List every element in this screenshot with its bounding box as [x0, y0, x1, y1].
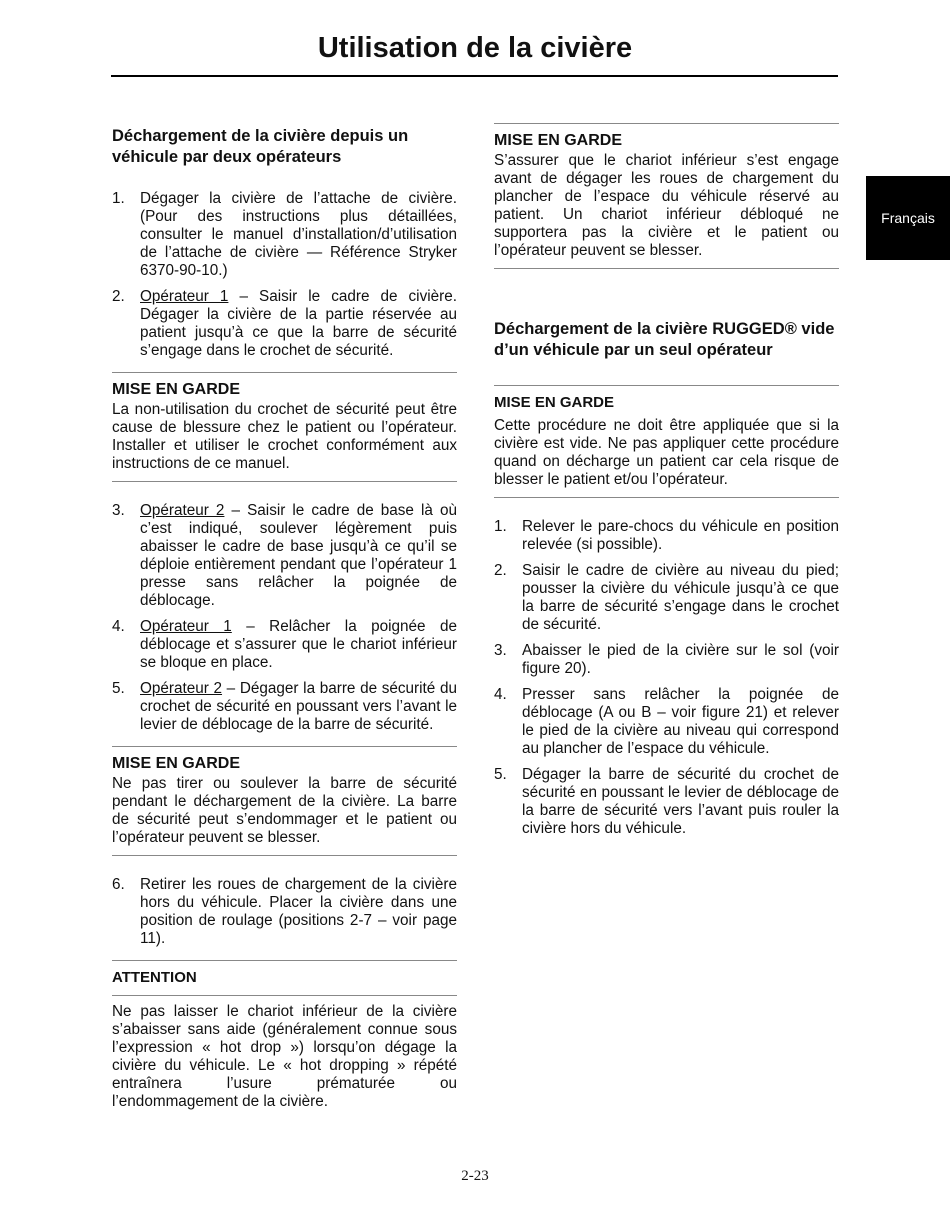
title-rule — [111, 75, 838, 77]
step-text: Dégager la barre de sécurité du crochet de sécurité en poussant le levier de déblocage de la barre de sécurité vers l’avant puis rouler la civière hors du véhicule. — [522, 766, 839, 837]
step-number: 5. — [112, 680, 125, 697]
steps-list-c — [112, 876, 457, 948]
caution-body: Ne pas tirer ou soulever la barre de sécurité pendant le déchargement de la civière. La barre de sécurité peut s’endommager et le patient ou l’opérateur peuvent se blesser. — [112, 775, 457, 846]
list-item — [494, 766, 839, 838]
step-number: 2. — [112, 288, 125, 305]
steps-list-single-operator — [494, 518, 839, 838]
step-number: 4. — [112, 618, 125, 635]
section-heading-single-operator: Déchargement de la civière RUGGED® vide d’un véhicule par un seul opérateur — [494, 320, 835, 359]
list-item — [112, 876, 457, 948]
step-text: Dégager la civière de l’attache de civière. (Pour des instructions plus détaillées, consulter le manuel d’installation/d’utilisation de l’attache de civière — Référence Stryker 6370-90-10.) — [140, 190, 457, 279]
step-number: 2. — [494, 562, 507, 579]
step-text: – Saisir le cadre de base là où c’est indiqué, soulever légèrement puis abaisser le cadre de base jusqu’à ce qu’il se déploie entièrement pendant que l’opérateur 1 presse sans relâcher la poignée de déblocage. — [140, 502, 457, 609]
list-item — [112, 680, 457, 734]
list-item — [112, 502, 457, 610]
list-item — [112, 190, 457, 280]
step-text: – Relâcher la poignée de déblocage et s’assurer que le chariot inférieur se bloque en place. — [140, 618, 457, 671]
attention-box — [112, 960, 457, 1111]
list-item — [494, 562, 839, 634]
step-number: 1. — [494, 518, 507, 535]
caution-body: S’assurer que le chariot inférieur s’est engage avant de dégager les roues de chargement du plancher de l’espace du véhicule réservé au patient. Un chariot inférieur débloqué ne supportera pas la civière et le patient ou l’opérateur peuvent se blesser. — [494, 152, 839, 259]
attention-body: Ne pas laisser le chariot inférieur de la civière s’abaisser sans aide (généralement connue sous l’expression « hot drop ») lorsqu’on dégage la civière du véhicule. Le « hot dropping » répété entraînera l’usure prématurée ou l’endommagement de la civière. — [112, 1003, 457, 1110]
page-number: 2-23 — [461, 1168, 489, 1184]
list-item — [494, 686, 839, 758]
step-text: – Dégager la barre de sécurité du crochet de sécurité en poussant vers l’avant le levier de déblocage de la barre de sécurité. — [140, 680, 457, 733]
language-tab-label: Français — [881, 210, 935, 226]
caution-box — [494, 385, 839, 498]
step-text: Relever le pare-chocs du véhicule en position relevée (si possible). — [522, 518, 839, 553]
caution-box — [112, 372, 457, 482]
language-tab — [866, 176, 950, 260]
step-number: 3. — [494, 642, 507, 659]
step-number: 1. — [112, 190, 125, 207]
caution-box — [112, 746, 457, 856]
step-text: Presser sans relâcher la poignée de déblocage (A ou B – voir figure 21) et relever le pied de la civière au niveau qui correspond au plancher de l’espace du véhicule. — [522, 686, 839, 757]
step-text: Saisir le cadre de civière au niveau du pied; pousser la civière du véhicule jusqu’à ce que la barre de sécurité s’engage dans le crochet de sécurité. — [522, 562, 839, 633]
step-text: Retirer les roues de chargement de la civière hors du véhicule. Placer la civière dans une position de roulage (positions 2-7 – voir page 11). — [140, 876, 457, 947]
operator-label: Opérateur 2 — [140, 680, 223, 697]
step-text: – Saisir le cadre de civière. Dégager la civière de la partie réservée au patient jusqu’à ce que la barre de sécurité s’engage dans le crochet de sécurité. — [140, 288, 457, 359]
caution-box — [494, 123, 839, 269]
caution-title: MISE EN GARDE — [112, 381, 241, 398]
list-item — [112, 288, 457, 360]
step-number: 5. — [494, 766, 507, 783]
section-heading-two-operators: Déchargement de la civière depuis un véhicule par deux opérateurs — [112, 127, 409, 166]
operator-label: Opérateur 1 — [140, 618, 232, 635]
step-number: 3. — [112, 502, 125, 519]
page-title: Utilisation de la civière — [317, 32, 633, 64]
step-number: 6. — [112, 876, 125, 893]
caution-title: MISE EN GARDE — [112, 755, 241, 772]
attention-title: ATTENTION — [112, 969, 457, 996]
list-item — [494, 642, 839, 678]
steps-list-b — [112, 502, 457, 734]
list-item — [494, 518, 839, 554]
step-text: Abaisser le pied de la civière sur le sol (voir figure 20). — [522, 642, 839, 677]
left-column — [112, 126, 457, 1111]
caution-body: Cette procédure ne doit être appliquée que si la civière est vide. Ne pas appliquer cette procédure quand on décharge un patient car cela risque de blesser le patient et/ou l’opérateur. — [494, 417, 839, 488]
right-column — [494, 123, 839, 846]
caution-body: La non-utilisation du crochet de sécurité peut être cause de blessure chez le patient ou l’opérateur. Installer et utiliser le crochet conformément aux instructions de ce manuel. — [112, 401, 457, 472]
step-number: 4. — [494, 686, 507, 703]
list-item — [112, 618, 457, 672]
operator-label: Opérateur 1 — [140, 288, 229, 305]
caution-title: MISE EN GARDE — [494, 394, 615, 411]
caution-title: MISE EN GARDE — [494, 132, 623, 149]
steps-list-a — [112, 190, 457, 360]
operator-label: Opérateur 2 — [140, 502, 225, 519]
